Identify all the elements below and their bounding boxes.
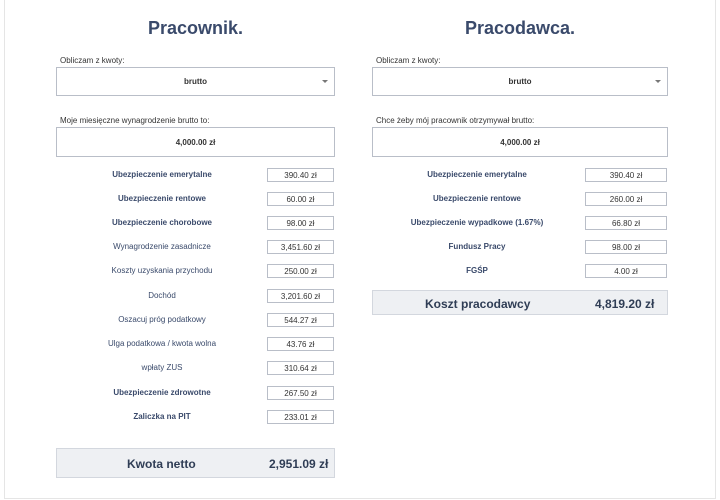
row-label: Zaliczka na PIT xyxy=(133,412,191,421)
row-accident xyxy=(372,216,668,230)
row-base-salary xyxy=(56,240,335,254)
employee-title: Pracownik. xyxy=(147,18,244,38)
row-label: Ubezpieczenie chorobowe xyxy=(111,218,213,227)
row-label: Oszacuj próg podatkowy xyxy=(118,315,206,324)
calc-from-select[interactable] xyxy=(372,67,668,96)
calc-from-select[interactable] xyxy=(56,67,335,96)
row-value: 3,201.60 zł xyxy=(267,289,334,303)
calc-from-label: Obliczam z kwoty: xyxy=(60,56,125,65)
row-label: Ubezpieczenie rentowe xyxy=(432,194,522,203)
row-label: Ubezpieczenie emerytalne xyxy=(427,170,527,179)
employer-cost-summary xyxy=(372,290,668,315)
row-value: 98.00 zł xyxy=(585,240,667,254)
row-disability xyxy=(56,192,335,206)
salary-input[interactable]: 4,000.00 zł xyxy=(56,127,335,157)
row-value: 310.64 zł xyxy=(267,361,334,375)
employer-cost-value: 4,819.20 zł xyxy=(595,297,655,311)
row-labor-fund xyxy=(372,240,668,254)
row-tax-relief xyxy=(56,337,335,351)
row-pit-advance xyxy=(56,410,335,424)
row-income xyxy=(56,289,335,303)
salary-label: Chce żeby mój pracownik otrzymywał brutto: xyxy=(376,116,535,125)
row-label: Koszty uzyskania przychodu xyxy=(111,266,213,275)
row-costs xyxy=(56,264,335,278)
calc-from-value: brutto xyxy=(183,77,208,86)
row-value: 390.40 zł xyxy=(267,168,334,182)
row-label: Ubezpieczenie emerytalne xyxy=(112,170,212,179)
row-label: Ubezpieczenie wypadkowe (1.67%) xyxy=(410,218,544,227)
row-value: 98.00 zł xyxy=(267,216,334,230)
row-fgsp xyxy=(372,264,668,278)
employer-cost-label: Koszt pracodawcy xyxy=(425,297,531,311)
chevron-down-icon xyxy=(655,80,661,83)
row-label: Ubezpieczenie rentowe xyxy=(117,194,207,203)
row-value: 250.00 zł xyxy=(267,264,334,278)
row-health xyxy=(56,386,335,400)
row-label: Wynagrodzenie zasadnicze xyxy=(113,242,211,251)
row-label: Ubezpieczenie zdrowotne xyxy=(113,388,211,397)
row-label: FGŚP xyxy=(466,266,488,275)
row-value: 390.40 zł xyxy=(585,168,667,182)
row-disability xyxy=(372,192,668,206)
row-pension xyxy=(372,168,668,182)
row-value: 3,451.60 zł xyxy=(267,240,334,254)
row-value: 544.27 zł xyxy=(267,313,334,327)
calc-from-value: brutto xyxy=(508,77,532,86)
net-amount-label: Kwota netto xyxy=(127,457,196,471)
employer-title: Pracodawca. xyxy=(464,18,576,38)
salary-input[interactable]: 4,000.00 zł xyxy=(372,127,668,157)
net-amount-summary xyxy=(56,448,335,478)
row-value: 66.80 zł xyxy=(585,216,667,230)
calc-from-label: Obliczam z kwoty: xyxy=(376,56,441,65)
row-tax-threshold xyxy=(56,313,335,327)
row-value: 260.00 zł xyxy=(585,192,667,206)
row-value: 233.01 zł xyxy=(267,410,334,424)
row-pension xyxy=(56,168,335,182)
row-label: Ulga podatkowa / kwota wolna xyxy=(107,339,217,348)
row-label: Dochód xyxy=(148,291,176,300)
net-amount-value: 2,951.09 zł xyxy=(269,457,329,471)
row-value: 60.00 zł xyxy=(267,192,334,206)
row-sickness xyxy=(56,216,335,230)
row-label: Fundusz Pracy xyxy=(448,242,506,251)
row-value: 267.50 zł xyxy=(267,386,334,400)
salary-label: Moje miesięczne wynagrodzenie brutto to: xyxy=(60,116,210,125)
chevron-down-icon xyxy=(322,80,328,83)
row-value: 4.00 zł xyxy=(585,264,667,278)
row-value: 43.76 zł xyxy=(267,337,334,351)
row-zus-payments xyxy=(56,361,335,375)
row-label: wpłaty ZUS xyxy=(141,363,183,372)
